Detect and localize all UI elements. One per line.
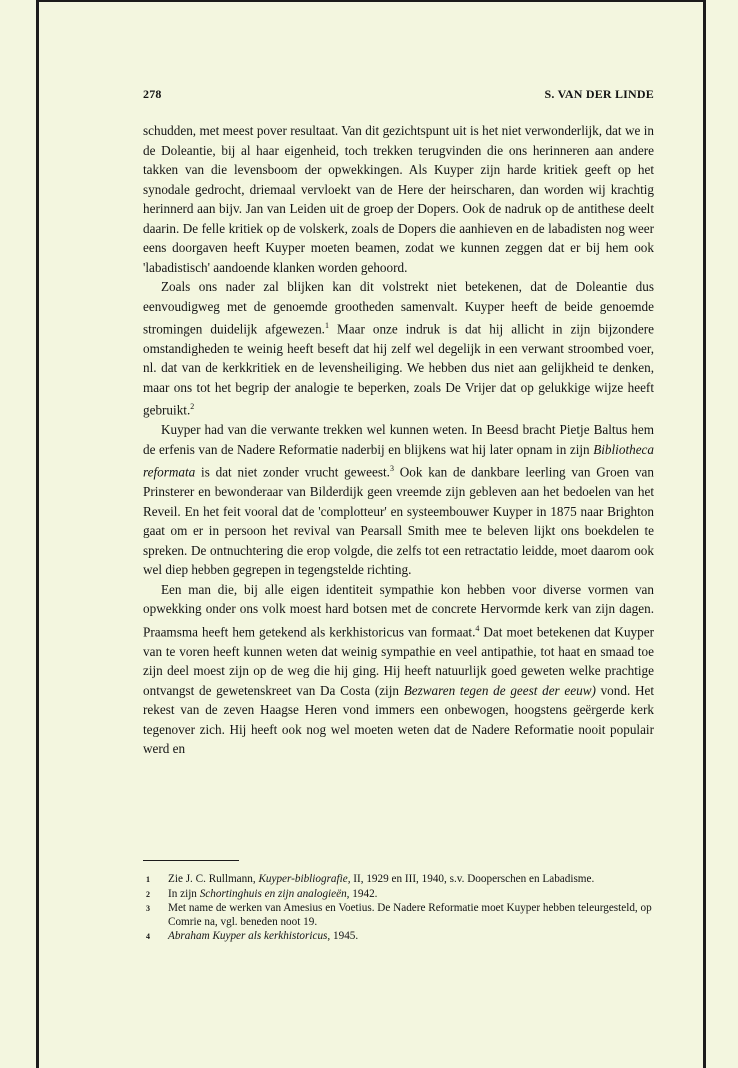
- footnote: [143, 873, 654, 887]
- text-run: Zie J. C. Rullmann,: [168, 873, 259, 885]
- text-run-italic: Abraham Kuyper als kerkhistoricus,: [168, 930, 331, 942]
- footnote-ref: 4: [475, 623, 480, 633]
- text-run: II, 1929 en III, 1940, s.v. Dooperschen en Labadisme.: [350, 873, 595, 885]
- footnote-ref: 1: [324, 321, 329, 330]
- running-head: S. VAN DER LINDE: [544, 87, 654, 101]
- footnote-mark: 4: [146, 932, 150, 941]
- text-run: In zijn: [168, 887, 200, 900]
- text-run: vond. Het rekest van de zeven Haagse Heren vond immers een onbewogen, hoogstens geërgerde kerk tegenover zich. Hij heeft ook nog wel moeten weten dat de Nadere Reformatie nooit populair werd en: [143, 682, 655, 757]
- text-run: Met name de werken van Amesius en Voetius. De Nadere Reformatie moet Kuyper hebben teleurgesteld, op Comrie na, vgl. beneden noot 19.: [168, 902, 652, 928]
- footnote: [143, 930, 654, 944]
- footnote-rule: [143, 860, 239, 861]
- text-run-italic: Bezwaren tegen de geest der eeuw): [403, 682, 596, 698]
- text-run: Kuyper had van die verwante trekken wel kunnen weten. In Beesd bracht Pietje Baltus hem de erfenis van de Nadere Reformatie naderbij en blijkens wat hij later opnam in zijn: [143, 422, 654, 457]
- footnote-mark: 2: [146, 889, 150, 899]
- footnote: [143, 888, 654, 902]
- text-run: schudden, met meest pover resultaat. Van dit gezichtspunt uit is het niet verwonderlijk, dat we in de Doleantie, bij al haar eigenheid, toch trekken terugvinden die ons herinneren aan andere takken van die levensboom der opwekkingen. Als Kuyper zijn harde kritiek geeft op het synodale gedrocht, driemaal vervloekt van de Here der heirscharen, dan worden wij krachtig herinnerd aan bijv. Jan van Leiden uit de groep der Dopers. Ook de nadruk op de antithese deelt daarin. De felle kritiek op de volskerk, zoals de Dopers die aanhieven en de labadisten nog weer eens doorgaven heeft Kuyper moeten beamen, zodat we kunnen zeggen dat er bij hem ook 'labadistisch' aandoende klanken worden gehoord.: [143, 123, 654, 275]
- text-run: 1945.: [330, 930, 359, 942]
- paragraph: [143, 580, 654, 759]
- footnote-ref: 2: [190, 402, 195, 412]
- page-border-right: [703, 0, 706, 1068]
- text-run: Dat moet betekenen dat Kuyper van te voren heeft kunnen weten dat weinig sympathie en veel antipathie, tot haat en smaad toe zijn deel moest zijn op de weg die hij ging. Hij heeft natuurlijk goed geweten welke prachtige ontvangst de gewetenskreet van Da Costa (zijn: [143, 624, 654, 698]
- text-run: Ook kan de dankbare leerling van Groen van Prinsterer en bewonderaar van Bilderdijk geen vreemde zijn gebleven aan het bedoelen van het Reveil. En het feit vooral dat de 'complotteur' en systeembouwer Kuyper in 1875 naar Brighton gaat om er in persoon het revival van Pearsall Smith mee te beleven lijkt ons boekdelen te spreken. De ontnuchtering die erop volgde, die zelfs tot een retractatio leidde, moet daarom ook wel diep hebben gegrepen in tegengstelde richting.: [143, 464, 654, 578]
- page-border-top: [36, 0, 706, 2]
- text-run: Zoals ons nader zal blijken kan dit volstrekt niet betekenen, dat de Doleantie dus eenvoudigweg met de genoemde grootheden samenvalt. Kuyper heeft de beide genoemde stromingen duidelijk afgewezen.: [143, 279, 654, 337]
- paragraph: [143, 121, 654, 277]
- paragraph: [143, 277, 654, 420]
- page-number: 278: [143, 87, 162, 101]
- footnotes: [143, 873, 654, 945]
- text-run: 1942.: [349, 887, 378, 900]
- text-run-italic: Kuyper-bibliografie,: [258, 873, 351, 885]
- text-run: is dat niet zonder vrucht geweest.: [195, 464, 390, 480]
- body-text: [143, 121, 654, 759]
- text-run: Een man die, bij alle eigen identiteit sympathie kon hebben voor diverse vormen van opwekking onder ons volk moest hard botsen met de concrete Hervormde kerk van zijn dagen. Praamsma heeft hem getekend als kerkhistoricus van formaat.: [143, 581, 654, 640]
- text-run: Maar onze indruk is dat hij allicht in zijn bijzondere omstandigheden te weinig heeft beseft dat hij zelf wel degelijk in een verwant stroombed voer, nl. dat van de kerkkritiek en de levensheiliging. We hebben dus niet aan gelijkheid te denken, maar ons tot het begrip der analogie te beperken, zoals De Vrijer dat op gelukkige wijze heeft gebruikt.: [143, 321, 654, 418]
- paragraph: [143, 420, 654, 579]
- footnote-mark: 3: [146, 904, 150, 913]
- text-run-italic: Schortinghuis en zijn analogieën,: [199, 887, 350, 900]
- footnote: [143, 902, 654, 929]
- text-run-italic: Bibliotheca reformata: [143, 441, 654, 480]
- footnote-ref: 3: [389, 464, 394, 474]
- footnote-mark: 1: [146, 875, 150, 884]
- page-border-left: [36, 0, 39, 1068]
